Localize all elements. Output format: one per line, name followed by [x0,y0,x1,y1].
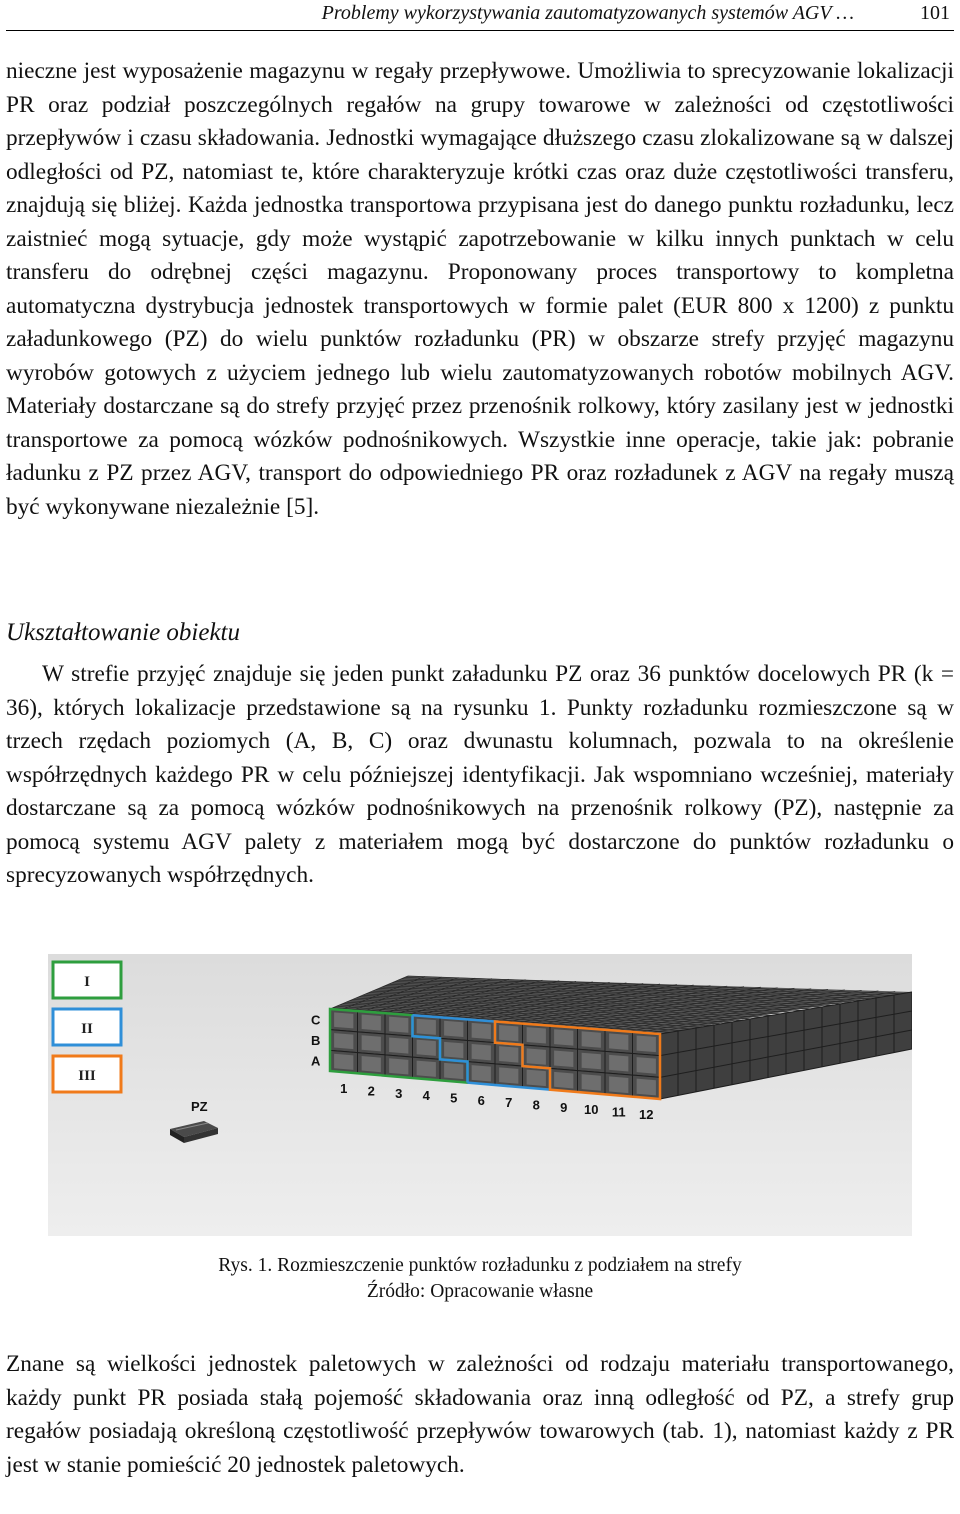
rack-cell-inner [527,1048,546,1064]
column-label-8: 8 [532,1097,540,1113]
column-label-3: 3 [395,1085,403,1101]
rack-cell-inner [554,1029,573,1045]
column-label-5: 5 [450,1090,458,1106]
column-label-11: 11 [611,1104,626,1120]
rack-cell-inner [444,1063,463,1079]
rack-cell-inner [444,1042,463,1058]
paragraph-1: nieczne jest wyposażenie magazynu w regały przepływowe. Umożliwia to sprecyzowanie lokalizacji PR oraz podział poszczególnych regałów na grupy towarowe w zależności od częstotliwości przepływów i czasu składowania. Jednostki wymagające dłuższego czasu zlokalizowane są w dalszej odległości od PZ, natomiast te, które charakteryzuje krótki czas oraz duże częstotliwości transferu, znajdują się bliżej. Każda jednostka transportowa przypisana jest do danego punktu rozładunku, lecz zaistnieć mogą sytuacje, gdy może wystąpić zapotrzebowanie w kilku innych punktach w celu transferu do odrębnej części magazynu. Proponowany proces transportowy to kompletna automatyczna dystrybucja jednostek transportowych w formie palet (EUR 800 x 1200) z punktu załadunkowego (PZ) do wielu punktów rozładunku (PR) w obszarze strefy przyjęć magazynu wyrobów gotowych z użyciem jednego lub wielu zautomatyzowanych robotów mobilnych AGV. Materiały dostarczane są do strefy przyjęć przez przenośnik rolkowy, który zasilany jest w jednostki transportowe za pomocą wózków podnośnikowych. Wszystkie inne operacje, takie jak: pobranie ładunku z PZ przez AGV, transport do odpowiedniego PR oraz rozładunek z AGV na regały muszą być wykonywane niezależnie [5]. [6,58,954,520]
rack-cell-inner [637,1057,656,1074]
rack-cell-inner [637,1035,656,1052]
rack-cell-inner [417,1019,436,1035]
column-label-6: 6 [477,1092,485,1108]
zone-legend [53,962,121,1092]
column-label-12: 12 [639,1106,654,1122]
rack-cell-inner [417,1040,436,1056]
column-label-2: 2 [367,1083,375,1099]
rack-cell-inner [334,1012,353,1028]
rack-cell-inner [362,1035,381,1051]
rack-cell-inner [554,1051,573,1068]
legend-label-III: III [78,1068,96,1084]
rack-cell-inner [499,1046,518,1062]
column-label-4: 4 [422,1088,430,1104]
rack-cell-inner [582,1053,601,1070]
row-label-C: C [311,1012,321,1028]
rack-cell-inner [637,1079,656,1096]
figure-caption: Rys. 1. Rozmieszczenie punktów rozładunku z podziałem na strefy [218,1255,742,1276]
rack-cell-inner [334,1033,353,1049]
rack-cell-inner [389,1017,408,1033]
rack-cell-inner [334,1054,353,1070]
pz-label: PZ [191,1099,208,1114]
page-header [6,0,954,31]
rack-cell-inner [527,1027,546,1043]
row-label-A: A [311,1053,321,1069]
rack-cell-inner [389,1037,408,1053]
row-labels [311,1012,321,1068]
running-title: Problemy wykorzystywania zautomatyzowanych systemów AGV … [321,2,854,24]
rack-cell-inner [417,1061,436,1077]
rack-cell-inner [499,1067,518,1083]
rack-cell-inner [444,1021,463,1037]
rack-cell-inner [609,1076,628,1093]
rack-cell-inner [472,1023,491,1039]
figure-warehouse-rack [48,954,912,1236]
section-title: Ukształtowanie obiektu [6,619,240,646]
rack-cell-inner [582,1074,601,1091]
page-number: 101 [920,2,950,24]
rack-cell-inner [609,1055,628,1072]
legend-label-II: II [81,1021,93,1037]
column-label-9: 9 [560,1099,568,1115]
column-label-1: 1 [340,1081,348,1097]
paragraph-2: W strefie przyjęć znajduje się jeden punkt załadunku PZ oraz 36 punktów docelowych PR (k = 36), których lokalizacje przedstawione są na rysunku 1. Punkty rozładunku rozmieszczone są w trzech rzędach poziomych (A, B, C) oraz dwunastu kolumnach, pozwala to na określenie współrzędnych każdego PR w celu późniejszej identyfikacji. Jak wspomniano wcześniej, materiały dostarczane są za pomocą wózków podnośnikowych na przenośnik rolkowy (PZ), następnie za pomocą systemu AGV palety z materiałem mogą być dostarczone do punktów rozładunku o sprecyzowanych współrzędnych. [6,661,954,888]
paragraph-3: Znane są wielkości jednostek paletowych w zależności od rodzaju materiału transportowanego, każdy punkt PR posiada stałą pojemość składowania oraz inną odległość od PZ, a strefy grup regałów posiadają określoną częstotliwość przepływów towarowych (tab. 1), natomiast każdy z PR jest w stanie pomieścić 20 jednostek paletowych. [6,1351,954,1478]
column-label-10: 10 [584,1102,599,1118]
rack-cell-inner [582,1031,601,1048]
figure-source: Źródło: Opracowanie własne [366,1281,594,1302]
rack-cell-inner [472,1065,491,1081]
rack-cell-inner [499,1025,518,1041]
rack-illustration [48,954,912,1236]
rack-cell-inner [527,1070,546,1087]
column-label-7: 7 [505,1095,513,1111]
legend-label-I: I [84,974,90,990]
rack-cell-inner [472,1044,491,1060]
rack-cell-inner [609,1033,628,1050]
rack-cell-inner [554,1072,573,1089]
row-label-B: B [311,1033,321,1048]
rack-cell-inner [389,1058,408,1074]
rack-cell-inner [362,1056,381,1072]
rack-cell-inner [362,1015,381,1031]
